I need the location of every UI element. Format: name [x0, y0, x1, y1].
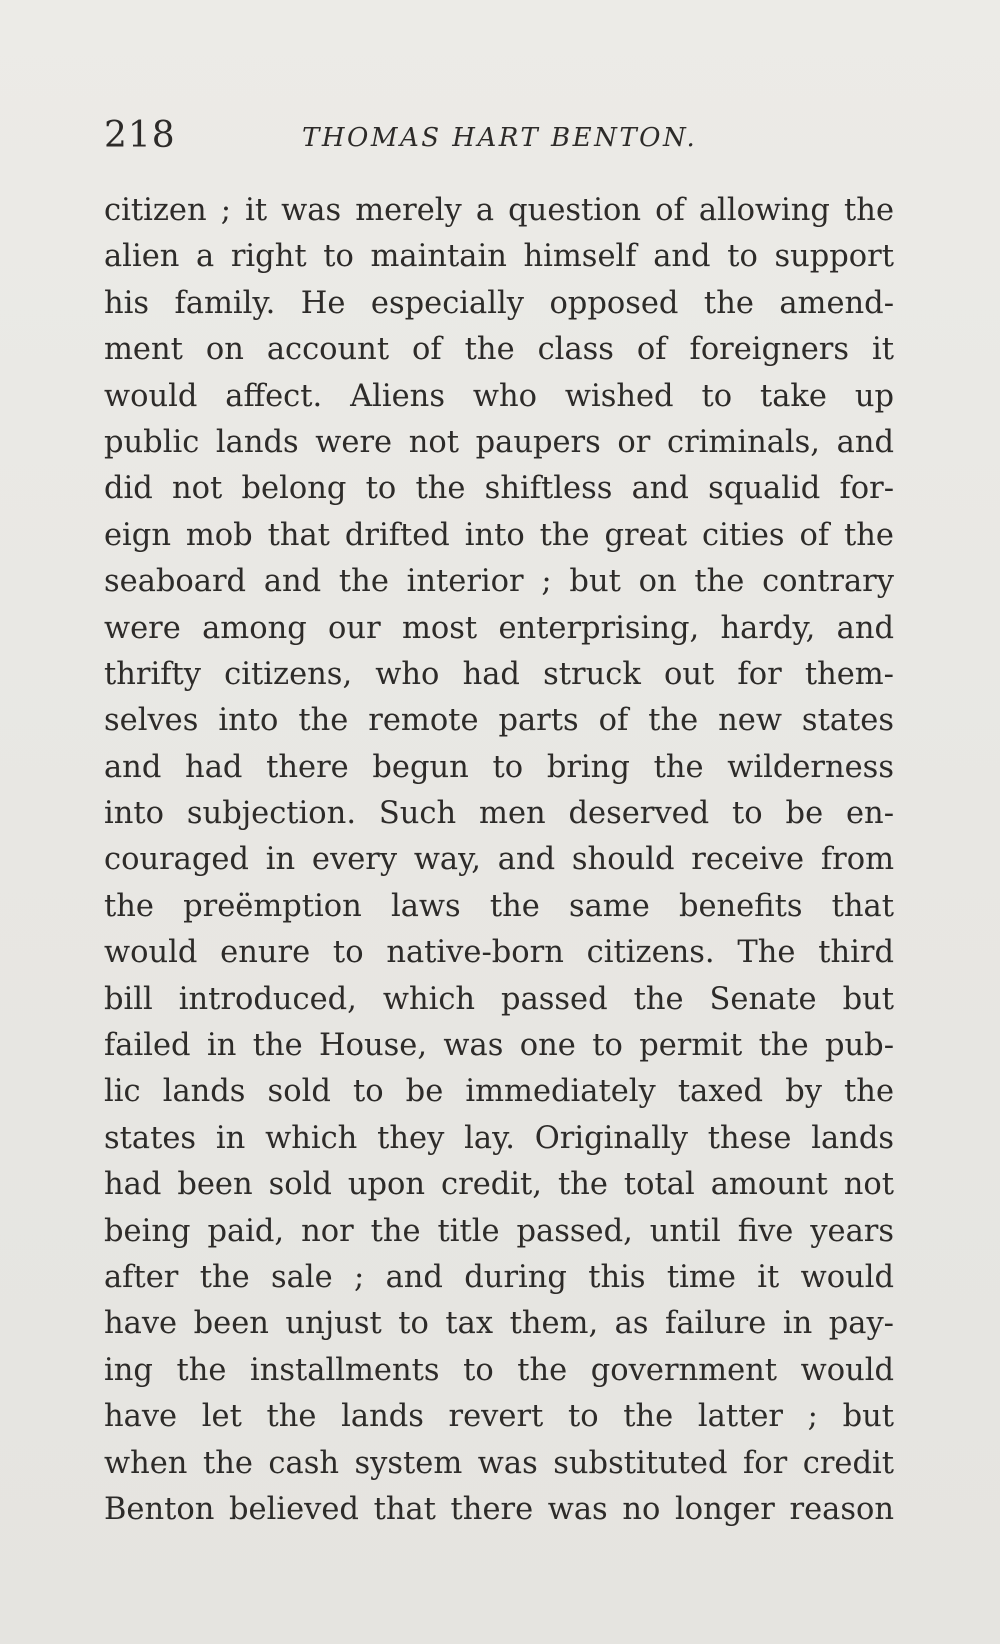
text-line: have been unjust to tax them, as failure in pay- — [104, 1306, 894, 1342]
text-line: had been sold upon credit, the total amount not — [104, 1167, 894, 1203]
text-line: lic lands sold to be immediately taxed by the — [104, 1074, 894, 1110]
text-line: would affect. Aliens who wished to take up — [104, 378, 894, 414]
text-line: being paid, nor the title passed, until five years — [104, 1213, 894, 1249]
text-line: the preëmption laws the same benefits that — [104, 888, 894, 924]
text-line: into subjection. Such men deserved to be en- — [104, 796, 894, 832]
text-line: his family. He especially opposed the amend- — [104, 285, 894, 321]
text-line: and had there begun to bring the wilderness — [104, 749, 894, 785]
text-line: ment on account of the class of foreigners it — [104, 332, 894, 368]
text-line: public lands were not paupers or criminals, and — [104, 424, 894, 460]
text-line: citizen ; it was merely a question of allowing the — [104, 193, 894, 228]
text-line: ing the installments to the government would — [104, 1352, 894, 1388]
text-line: eign mob that drifted into the great cities of the — [104, 517, 894, 553]
running-title: THOMAS HART BENTON. — [302, 123, 698, 153]
text-line: couraged in every way, and should receive from — [104, 842, 894, 878]
text-line: seaboard and the interior ; but on the contrary — [104, 564, 894, 600]
text-line: did not belong to the shiftless and squalid for- — [104, 471, 894, 507]
text-line: were among our most enterprising, hardy, and — [104, 610, 894, 646]
text-line: states in which they lay. Originally these lands — [104, 1120, 894, 1156]
running-head — [104, 112, 894, 160]
text-line: failed in the House, was one to permit the pub- — [104, 1028, 894, 1064]
text-line: when the cash system was substituted for credit — [104, 1445, 894, 1481]
text-line: after the sale ; and during this time it would — [104, 1259, 894, 1295]
text-line: alien a right to maintain himself and to support — [104, 239, 894, 275]
text-line: selves into the remote parts of the new states — [104, 703, 894, 739]
text-line: thrifty citizens, who had struck out for them- — [104, 656, 894, 692]
text-line: bill introduced, which passed the Senate but — [104, 981, 894, 1017]
text-line: have let the lands revert to the latter ; but — [104, 1399, 894, 1435]
text-line: Benton believed that there was no longer reason — [104, 1491, 894, 1527]
text-line: would enure to native-born citizens. The third — [104, 935, 894, 971]
body-text — [104, 188, 894, 1533]
page-number: 218 — [104, 115, 176, 156]
